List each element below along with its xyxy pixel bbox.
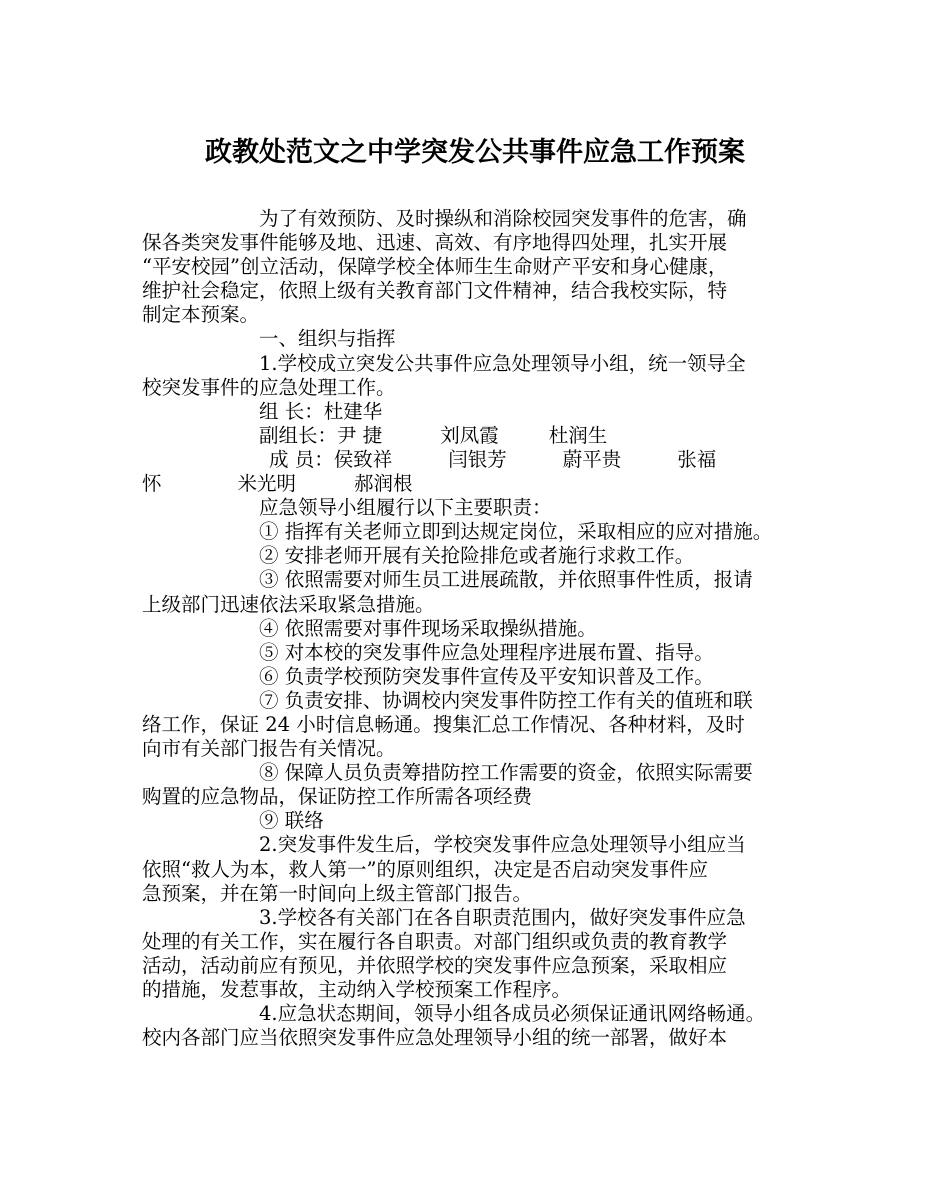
paragraph-line: 处理的有关工作，实在履行各自职责。对部门组织或负责的教育教学 xyxy=(142,929,728,953)
leader-line: 组 长：杜建华 xyxy=(259,399,383,423)
paragraph-line: 校突发事件的应急处理工作。 xyxy=(142,375,396,399)
paragraph-line: 急预案，并在第一时间向上级主管部门报告。 xyxy=(142,881,533,905)
section-heading: 一、组织与指挥 xyxy=(259,327,396,351)
paragraph-line: 应急领导小组履行以下主要职责： xyxy=(259,496,552,520)
paragraph-line: 的措施，发惹事故，主动纳入学校预案工作程序。 xyxy=(142,978,572,1001)
list-item: ⑦ 负责安排、协调校内突发事件防控工作有关的值班和联 xyxy=(259,688,753,712)
paragraph-line: 校内各部门应当依照突发事件应急处理领导小组的统一部署，做好本 xyxy=(142,1026,728,1050)
members-line: 怀 米光明 郝润根 xyxy=(142,472,413,496)
list-item-continuation: 上级部门迅速依法采取紧急措施。 xyxy=(142,592,435,616)
list-item: ⑤ 对本校的突发事件应急处理程序进展布置、指导。 xyxy=(259,640,714,664)
paragraph-line: 2.突发事件发生后，学校突发事件应急处理领导小组应当 xyxy=(259,833,746,857)
list-item: ⑥ 负责学校预防突发事件宣传及平安知识普及工作。 xyxy=(259,664,714,688)
paragraph-line: 为了有效预防、及时操纵和消除校园突发事件的危害，确 xyxy=(259,207,747,230)
list-item-continuation: 购置的应急物品，保证防控工作所需各项经费 xyxy=(142,785,533,809)
deputy-leaders-line: 副组长：尹 捷 刘凤霞 杜润生 xyxy=(259,423,608,447)
list-item-continuation: 向市有关部门报告有关情况。 xyxy=(142,737,396,761)
list-item: ④ 依照需要对事件现场采取操纵措施。 xyxy=(259,616,597,640)
document-body xyxy=(142,207,822,1050)
list-item: ③ 依照需要对师生员工进展疏散，并依照事件性质，报请 xyxy=(259,568,753,592)
list-item: ① 指挥有关老师立即到达规定岗位，采取相应的应对措施。 xyxy=(259,520,773,544)
paragraph-line: 3.学校各有关部门在各自职责范围内，做好突发事件应急 xyxy=(259,905,746,929)
paragraph-line: 维护社会稳定，依照上级有关教育部门文件精神，结合我校实际，特 xyxy=(142,279,728,303)
paragraph-line: 4.应急状态期间，领导小组各成员必须保证通讯网络畅通。 xyxy=(259,1002,766,1026)
list-item: ② 安排老师开展有关抢险排危或者施行求救工作。 xyxy=(259,544,695,568)
list-item: ⑨ 联络 xyxy=(259,809,324,833)
paragraph-line: “平安校园”创立活动，保障学校全体师生生命财产平安和身心健康， xyxy=(142,255,728,279)
list-item: ⑧ 保障人员负责筹措防控工作需要的资金，依照实际需要 xyxy=(259,761,753,785)
paragraph-line: 依照“救人为本，救人第一”的原则组织，决定是否启动突发事件应 xyxy=(142,857,708,881)
list-item-continuation: 络工作，保证 24 小时信息畅通。搜集汇总工作情况、各种材料，及时 xyxy=(142,712,745,736)
members-line: 成 员：侯致祥 闫银芳 蔚平贵 张福 xyxy=(269,447,717,471)
paragraph-line: 1.学校成立突发公共事件应急处理领导小组，统一领导全 xyxy=(259,351,746,375)
paragraph-line: 制定本预案。 xyxy=(142,303,260,327)
paragraph-line: 保各类突发事件能够及地、迅速、高效、有序地得四处理，扎实开展 xyxy=(142,231,728,255)
document-title: 政教处范文之中学突发公共事件应急工作预案 xyxy=(205,137,745,168)
paragraph-line: 活动，活动前应有预见，并依照学校的突发事件应急预案，采取相应 xyxy=(142,953,728,977)
